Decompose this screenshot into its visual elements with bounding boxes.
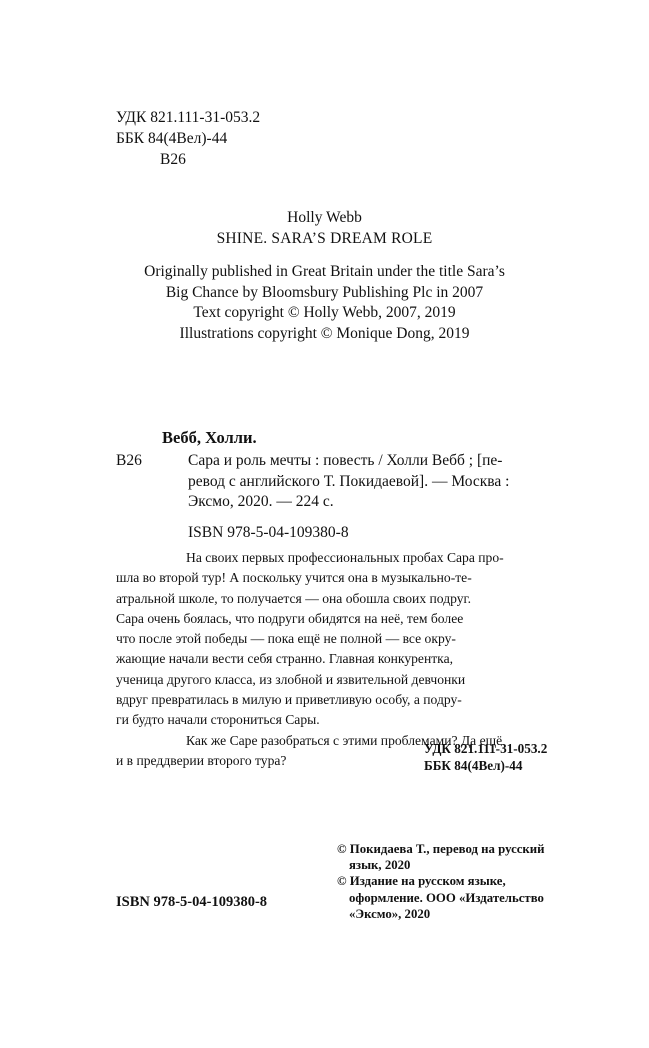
original-publication-info: [0, 262, 649, 344]
annotation-line: ученица другого класса, из злобной и язвительной девчонки: [116, 671, 466, 687]
author-mark: В26: [160, 151, 186, 168]
copyright-line: оформление. ООО «Издательство: [349, 890, 544, 905]
annotation-line: атральной школе, то получается — она обошла своих подруг.: [116, 590, 471, 606]
annotation-line: Как же Саре разобраться с этими проблемами? Да ещё: [186, 732, 503, 748]
bbk-code: ББК 84(4Вел)-44: [116, 130, 228, 147]
annotation-line: Сара очень боялась, что подруги обидятся на неё, тем более: [116, 610, 464, 626]
publication-line: Text copyright © Holly Webb, 2007, 2019: [193, 304, 456, 321]
description-line: Сара и роль мечты : повесть / Холли Вебб ; [пе-: [188, 452, 503, 469]
description-line: ревод с английского Т. Покидаевой]. — Москва :: [188, 472, 510, 490]
udk-code-bottom: УДК 821.111-31-053.2: [424, 741, 548, 756]
annotation-line: шла во второй тур! А поскольку учится она в музыкально-те-: [116, 570, 472, 586]
original-title: SHINE. SARA’S DREAM ROLE: [216, 230, 433, 247]
annotation-line: вдруг превратилась в милую и приветливую особу, а подру-: [116, 692, 462, 708]
publication-line: Originally published in Great Britain under the title Sara’s: [144, 263, 505, 280]
copyright-line: «Эксмо», 2020: [349, 906, 431, 921]
publication-line: Big Chance by Bloomsbury Publishing Plc in 2007: [165, 283, 484, 301]
copyright-line: © Покидаева Т., перевод на русский: [337, 842, 545, 856]
annotation-line: жающие начали вести себя странно. Главная конкурентка,: [116, 651, 454, 667]
udk-code: УДК 821.111-31-053.2: [116, 109, 261, 126]
annotation-line: и в преддверии второго тура?: [116, 752, 287, 768]
copyright-line: © Издание на русском языке,: [337, 874, 506, 889]
catalog-description: [188, 451, 509, 513]
annotation-line: ги будто начали сторониться Сары.: [116, 712, 320, 728]
isbn-bottom: ISBN 978-5-04-109380-8: [116, 894, 268, 910]
catalog-isbn: ISBN 978-5-04-109380-8: [188, 524, 349, 541]
annotation: [116, 548, 551, 771]
original-author: Holly Webb: [287, 209, 362, 226]
annotation-line: На своих первых профессиональных пробах Сара про-: [186, 550, 504, 565]
catalog-mark: В26: [116, 452, 142, 469]
publication-line: Illustrations copyright © Monique Dong, 2019: [179, 324, 470, 342]
copyright-line: язык, 2020: [349, 858, 411, 873]
bbk-code-bottom: ББК 84(4Вел)-44: [424, 758, 523, 773]
catalog-author-heading: Вебб, Холли.: [162, 428, 257, 447]
annotation-line: что после этой победы — пока ещё не полной — все окру-: [116, 631, 456, 647]
description-line: Эксмо, 2020. — 224 с.: [188, 493, 334, 510]
copyright-block: [337, 841, 545, 922]
